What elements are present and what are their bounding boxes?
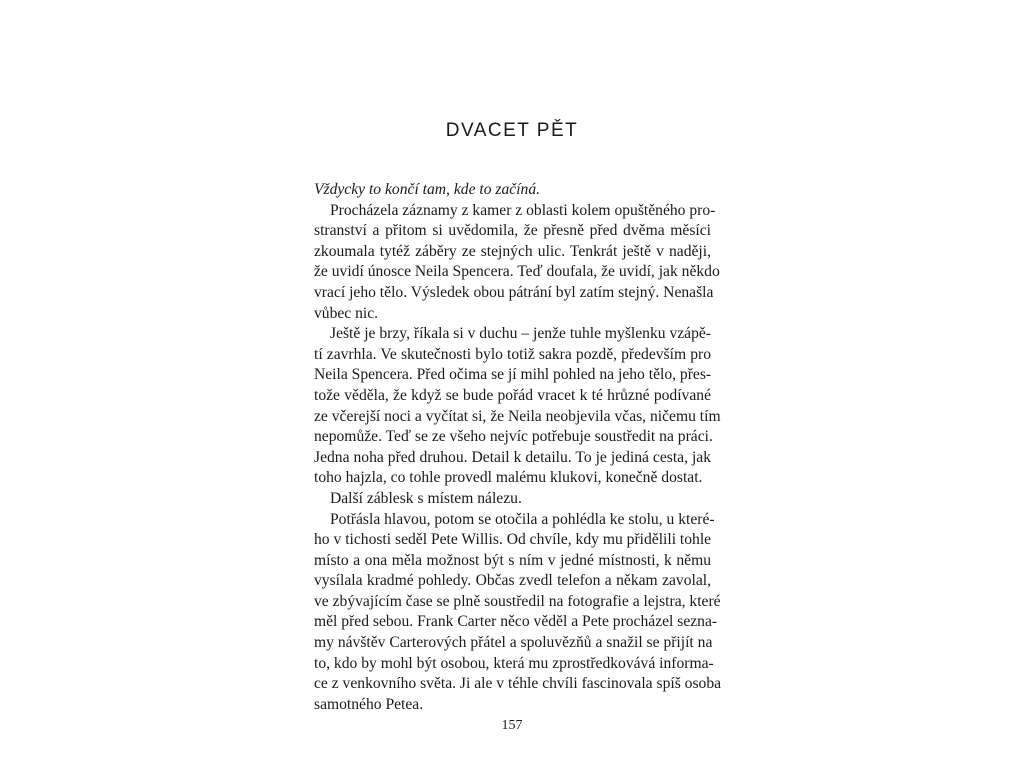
text-line: Vždycky to končí tam, kde to začíná. bbox=[314, 181, 541, 198]
text-line: ce z venkovního světa. Ji ale v téhle chvíli fascinovala spíš osoba bbox=[314, 675, 722, 693]
text-line: samotného Petea. bbox=[314, 695, 424, 713]
paragraph bbox=[314, 324, 721, 489]
body-text bbox=[314, 180, 722, 715]
text-line: vrací jeho tělo. Výsledek obou pátrání byl zatím stejný. Nenašla bbox=[314, 283, 714, 301]
text-line: stranství a přitom si uvědomila, že přesně před dvěma měsíci bbox=[314, 222, 711, 240]
text-line: to, kdo by mohl být osobou, která mu zprostředkovává informa- bbox=[314, 654, 714, 672]
chapter-title: DVACET PĚT bbox=[445, 120, 579, 141]
text-line: zkoumala tytéž záběry ze stejných ulic. Tenkrát ještě v naději, bbox=[314, 242, 711, 260]
text-line: tože věděla, že když se bude pořád vracet k té hrůzné podívané bbox=[314, 386, 711, 404]
text-line: Jedna noha před druhou. Detail k detailu. To je jediná cesta, jak bbox=[314, 448, 711, 466]
paragraph bbox=[314, 201, 720, 325]
text-line: ze včerejší noci a vyčítat si, že Neila neobjevila včas, ničemu tím bbox=[314, 407, 721, 425]
text-line: vysílala kradmé pohledy. Občas zvedl telefon a někam zavolal, bbox=[314, 572, 711, 590]
paragraph bbox=[314, 180, 711, 201]
text-line: místo a ona měla možnost být s ním v jedné místnosti, k němu bbox=[314, 551, 711, 569]
paragraph bbox=[314, 510, 722, 716]
page-number: 157 bbox=[501, 718, 523, 733]
text-line: Ještě je brzy, říkala si v duchu – jenže tuhle myšlenku vzápě- bbox=[330, 325, 711, 343]
text-line: ve zbývajícím čase se plně soustředil na fotografie a lejstra, které bbox=[314, 592, 721, 610]
paragraph bbox=[314, 489, 711, 510]
text-line: my návštěv Carterových přátel a spoluvězňů a snažil se přijít na bbox=[314, 634, 713, 652]
text-line: Další záblesk s místem nálezu. bbox=[330, 489, 522, 507]
text-line: měl před sebou. Frank Carter něco věděl a Pete procházel sezna- bbox=[314, 613, 718, 631]
text-line: tí zavrhla. Ve skutečnosti bylo totiž sakra pozdě, především pro bbox=[314, 345, 711, 363]
text-line: Potřásla hlavou, potom se otočila a pohlédla ke stolu, u které- bbox=[330, 510, 715, 528]
text-line: že uvidí únosce Neila Spencera. Teď doufala, že uvidí, jak někdo bbox=[314, 263, 720, 281]
text-line: nepomůže. Teď se ze všeho nejvíc potřebuje soustředit na práci. bbox=[314, 428, 713, 446]
text-line: vůbec nic. bbox=[314, 304, 379, 322]
text-line: ho v tichosti seděl Pete Willis. Od chvíle, kdy mu přidělili tohle bbox=[314, 531, 712, 549]
text-line: Procházela záznamy z kamer z oblasti kolem opuštěného pro- bbox=[330, 201, 716, 219]
text-line: Neila Spencera. Před očima se jí mihl pohled na jeho tělo, přes- bbox=[314, 366, 712, 384]
text-line: toho hajzla, co tohle provedl malému klukovi, konečně dostat. bbox=[314, 469, 703, 487]
